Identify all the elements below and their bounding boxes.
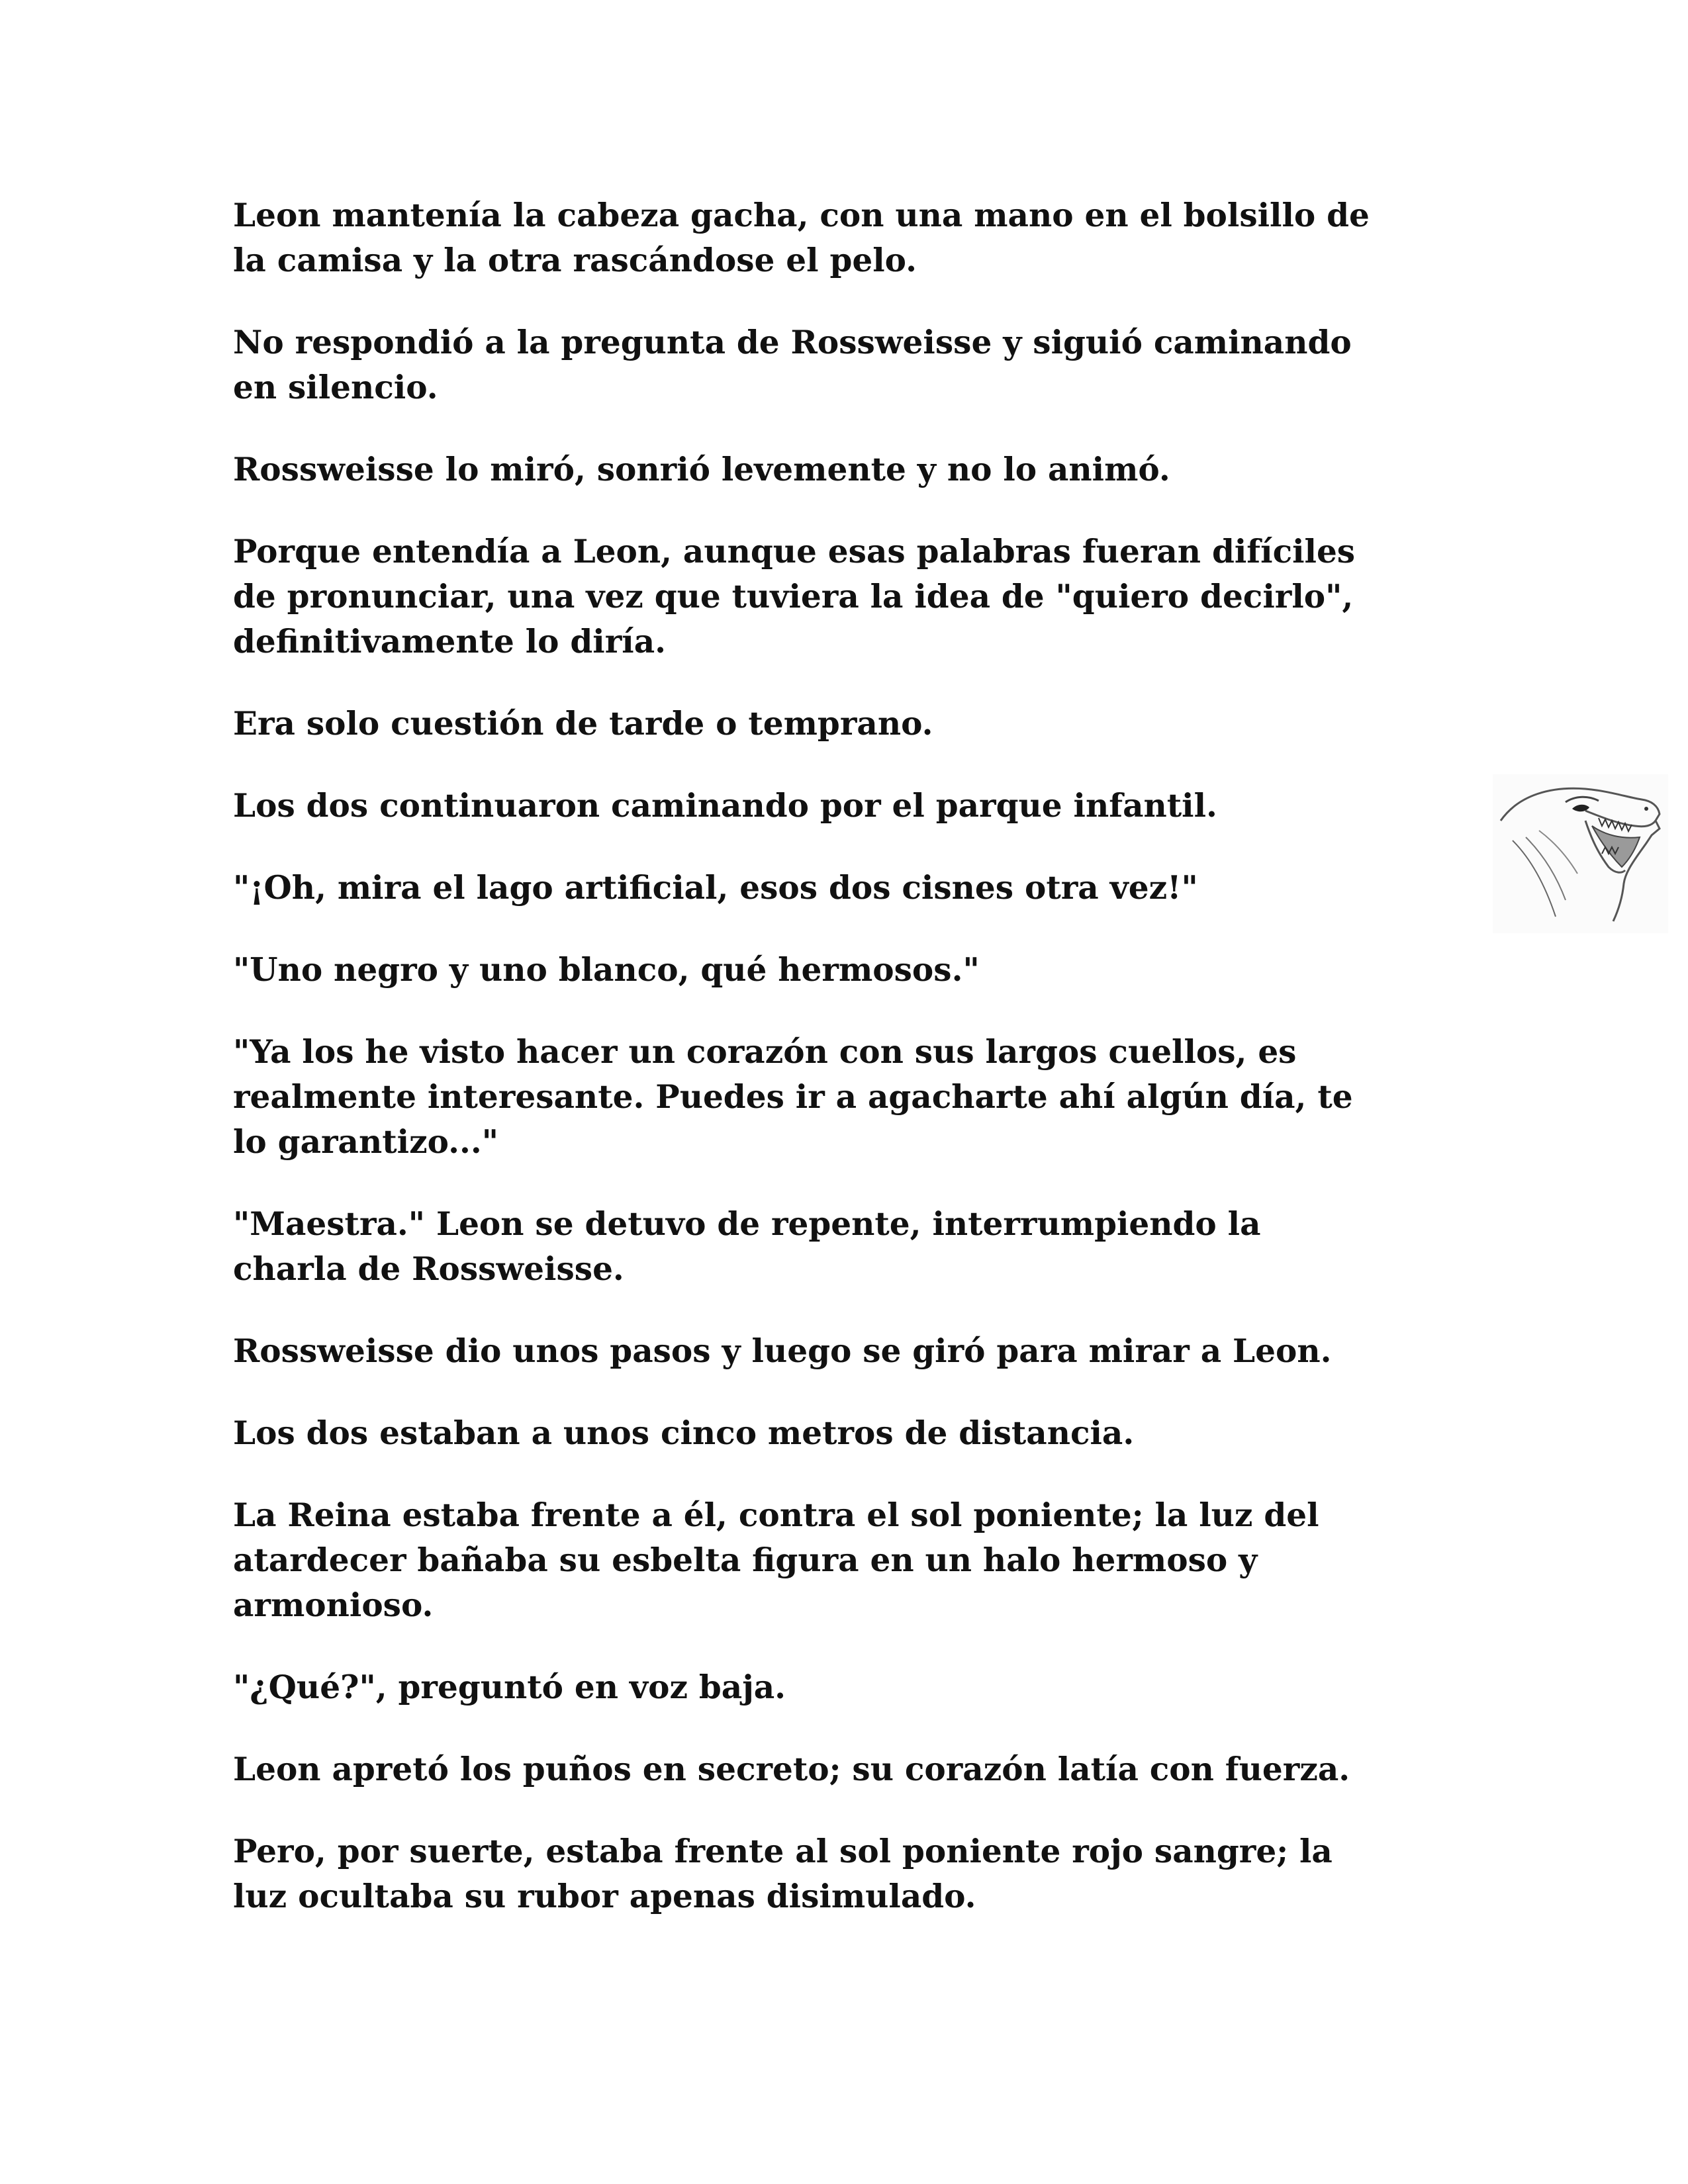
paragraph: Rossweisse lo miró, sonrió levemente y no lo animó. [233, 451, 1170, 488]
paragraph: La Reina estaba frente a él, contra el sol poniente; la luz del atardecer bañaba su esbelta figura en un halo hermoso y armonioso. [233, 1496, 1319, 1624]
paragraph: Porque entendía a Leon, aunque esas palabras fueran difíciles de pronunciar, una vez que tuviera la idea de "quiero decirlo", definitivamente lo diría. [233, 533, 1356, 660]
paragraph: "Maestra." Leon se detuvo de repente, interrumpiendo la charla de Rossweisse. [233, 1205, 1261, 1288]
paragraph: Era solo cuestión de tarde o temprano. [233, 705, 933, 743]
dinosaur-head-sketch-icon [1493, 774, 1668, 933]
paragraph: Pero, por suerte, estaba frente al sol poniente rojo sangre; la luz ocultaba su rubor apenas disimulado. [233, 1833, 1333, 1915]
paragraph: Los dos estaban a unos cinco metros de distancia. [233, 1414, 1135, 1452]
paragraph: "Uno negro y uno blanco, qué hermosos." [233, 951, 980, 989]
paragraph: Leon mantenía la cabeza gacha, con una mano en el bolsillo de la camisa y la otra rascándose el pelo. [233, 197, 1370, 279]
story-text [233, 193, 1477, 1956]
paragraph: Rossweisse dio unos pasos y luego se giró para mirar a Leon. [233, 1332, 1332, 1370]
paragraph: No respondió a la pregunta de Rossweisse y siguió caminando en silencio. [233, 324, 1352, 406]
paragraph: Leon apretó los puños en secreto; su corazón latía con fuerza. [233, 1751, 1350, 1788]
paragraph: Los dos continuaron caminando por el parque infantil. [233, 787, 1217, 825]
paragraph: "¿Qué?", preguntó en voz baja. [233, 1668, 786, 1706]
paragraph: "Ya los he visto hacer un corazón con sus largos cuellos, es realmente interesante. Puedes ir a agacharte ahí algún día, te lo garantizo..." [233, 1033, 1353, 1161]
paragraph: "¡Oh, mira el lago artificial, esos dos cisnes otra vez!" [233, 869, 1198, 907]
